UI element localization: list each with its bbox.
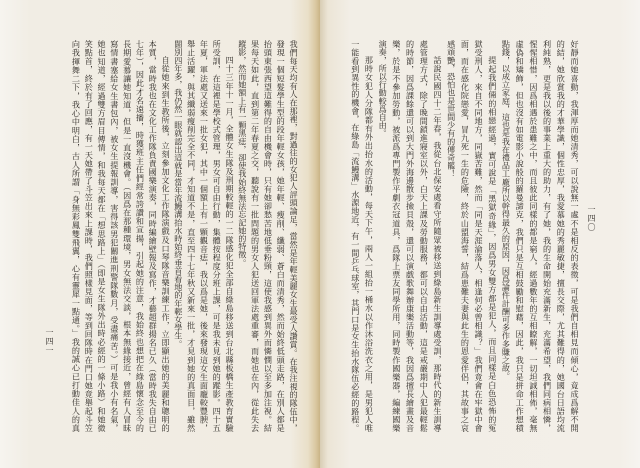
page-number: 一四一: [45, 328, 54, 355]
text-line: 所受訓，在這裡是學校式管理，男女可自由行動，集體按程度分班上課，可是我未見到她的蹤影。四十五: [212, 40, 223, 432]
text-line: 利純熟，更是我以後的事業上重大的助力，有了她，我的生命開始充滿新生，充滿希望，我們同病相憐，: [542, 40, 553, 432]
text-line: 話說民國四十二年春，我從台北保安處看守所隨眾被移送到綠島新生訓導處受訓，那時代的新生訓導: [432, 56, 443, 432]
text-line: 笑點首，終於有了回應，有一天她帶了斗笠出來上課時，我們照樣見面，等到回隊時在門口她竟舉起斗笠: [84, 40, 95, 432]
text-line: 面，而在感化院戀愛，冒九死一生的危險，終於山盟海誓，結爲患難夫妻與此生的恩愛伴侶，其故事之哀: [460, 40, 471, 432]
text-line: 向我揮舞二下，我心中明白，古人所謂「身無彩鳳雙飛翼，心有靈犀一點通。」我的誠心已打動佳人的真: [71, 40, 82, 432]
text-line: 點錢，以成立家庭，這也是我在禮品工廠所以幹得最久的原因，因爲論件計酬可多作多賺之故。: [501, 40, 512, 381]
text-line: 年夏，軍法處又送來一批女犯，其中一個額上有一顆觀音痣，我以爲是她，後來發現這女生面龐較豐腴，: [199, 40, 210, 432]
text-line: 的結，她欣賞我的才華學識，個性忠厚，我愛慕她的秀麗敏捷，擅長交際，尤其難得的，她國台日語均流: [556, 40, 567, 432]
text-line: 獄受刑人，來自不同地方，同嶽苦難，然而「同是天涯淪落人，相逢何必曾相識？」我們竟會在牢獄中會: [474, 40, 485, 432]
right-page: [320, 0, 640, 468]
text-line: 蹤影，然而她額上有一顆黑痣，卻使我始終無法忘記她的特徵。: [237, 40, 248, 267]
text-line: 她也知道，經過雙方眉目傳情，和我每天都在「想思路上」（即是女生隊外出時必經的一條小路）和她微: [97, 40, 108, 432]
text-line: 虛偽和矯飾，但也沒有如電影小說般的羅曼諦克，我們只是互相鼓勵和慰藉，因此，我只是拼命工作想積: [515, 40, 526, 432]
text-line: 提起我們倆的相戀經過，實可說是「黑獄奇緣」，因爲男女雙方都是犯人，而且同樣是白色恐怖的冤: [487, 56, 498, 432]
text-line: 本質，當時我也在文化工作隊負責國樂演奏，同時編繪壁報及寫作，才藝超群揚名已久（當時我失自由已: [148, 40, 159, 432]
text-line: 我們每天均有人在那裡，對過往的女犯人評頭論足，當然是年輕美麗女生最受人讚賞。在我注視的隊伍中，: [289, 40, 299, 432]
text-line: 的時節，因爲課餘還可以到大門外海邊散步撿貝殼，還可以演戲歌舞辦康樂活動等，我因爲擅長繪畫及音: [405, 40, 416, 432]
text-line: 抬頭東張西望這難得的自由機會時，只有她卻愁苦地低垂粉頸，這使我感到異外而憐憫以至多加注視。結: [263, 40, 274, 432]
page-number: 一四〇: [587, 205, 596, 232]
text-line: 闊別四年多，我仍然一眼就認出這就是當年流鰻溝抬水時始終垂首看地的年輕女學生。: [173, 40, 184, 348]
text-line: 四十三年十一月，全體女生隊及刑期較輕的一二隊感化犯全部自綠島移送到台北縣板橋生產教育實驗: [225, 56, 236, 432]
text-line: 一能看到異性的機會，在綠島「流鰻溝」水源地近，有一間乒乓球室，其門口是女生抬水隊伍必經的路程。: [350, 40, 361, 432]
text-line: 感頑艷，恐怕也是世間少有的傳奇罷！: [446, 40, 457, 178]
text-line: 好靜而她喜動，我渾厚而她清秀，可以說無一處不是相反的表徵，可是我們自相見而傾心，竟成爲解不開: [570, 40, 580, 432]
left-page-text: [68, 40, 300, 432]
text-line: 處管理方式，除了晚間鎖進寢室以外，白天上課及勞動服務，都可以自由活動，這是戒嚴期中人犯最輕鬆: [419, 40, 430, 432]
text-line: 七年），因此才名遠播，時獲班主任們經常誇讚和宣揚，引起她的注意，我始終也想把在綠島懷念至今的: [135, 40, 146, 432]
text-line: 自從她來到生教所後，立刻參加文化工作隊演戲及口琴隊音樂訓練工作，立即顯出她的美麗和聰明的: [161, 56, 172, 432]
text-line: 那時女犯人分隊都有外出抬水的活動，每天下午，兩人一組抬一桶水以作沐浴洗衣之用，是男犯人唯: [364, 56, 375, 432]
text-line: 演奏，所以行動較爲自由。: [378, 40, 389, 138]
text-line: 舉止活躍，與其纖弱瘦削完全不同，才知道不是，直至四十七年秋又新來一批，才見到她的真面目，雖然: [186, 40, 197, 432]
text-line: 發現一個短髮學生型的段年輕女孩，她年輕、瘦削、纖弱、蒼白而清秀，然而始終低頭走路，在別人都是: [276, 40, 287, 432]
right-page-text: [345, 40, 581, 432]
text-line: 長期愛慕讓她知道，但是一直沒機會。（因爲在那種環境，男女無法交談，根本無緣接近，曾經有人冒昧: [122, 40, 133, 432]
text-line: 惺惺相惜，因爲相遇於患難之中，而且彼此同樣的都是窮人，經過數年的互相瞭解，一切坦誠相佈，毫無: [528, 40, 539, 432]
text-line: 寫情書塞給女生書包內，被女生提報訓導，害得該男犯關進刑警隊數月，受盡痛苦。）可是我小有名氣，: [109, 40, 120, 432]
text-line: 果每天如此，直到第二年春夏之交，聽說有一批問題的男女人犯送回軍法處重審，而她也在內，從此失去: [250, 40, 261, 432]
text-line: 樂，於是不參加勞動，被派爲專門製作平劇衣冠道具，爲隊上票友同學所用，同時製作國樂器，編練國樂: [391, 40, 402, 432]
